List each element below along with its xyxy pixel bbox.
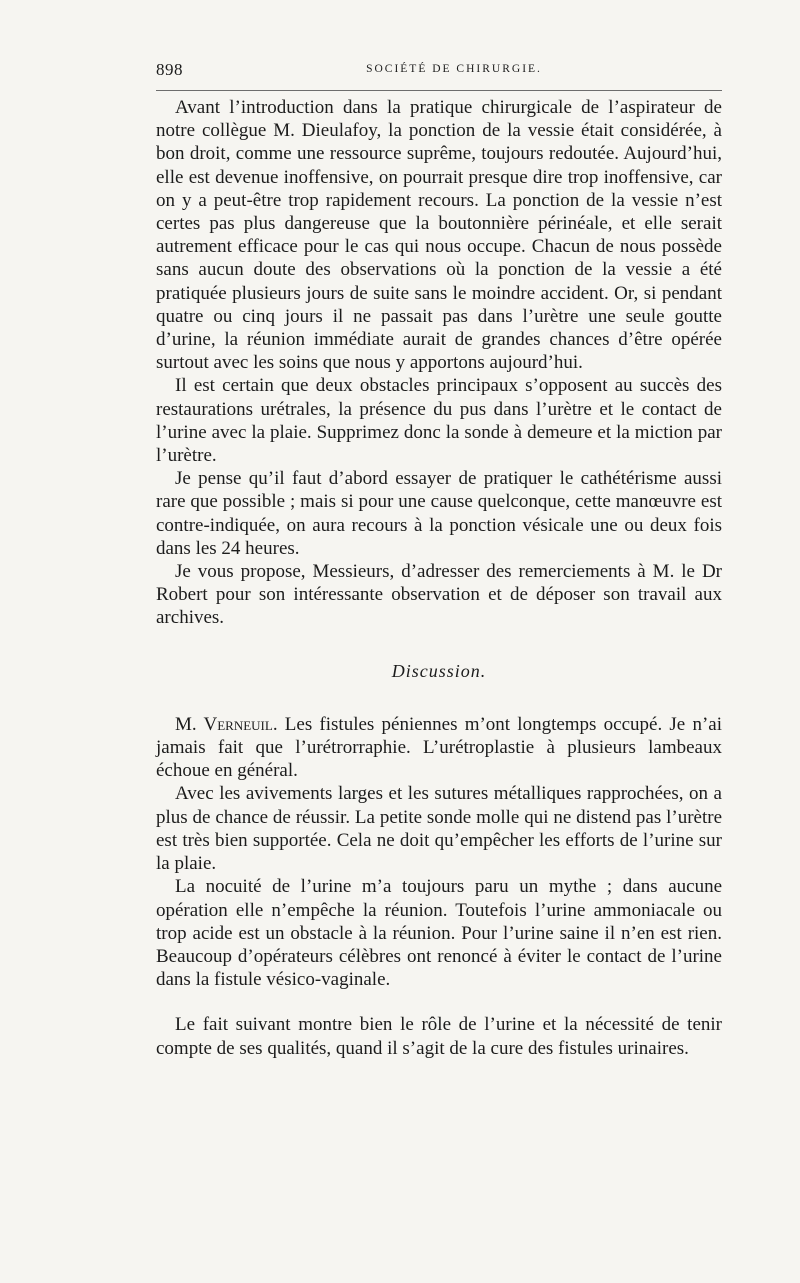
paragraph-catheterisme: Je pense qu’il faut d’abord essayer de pratiquer le cathétérisme aussi rare que possible ; mais si pour une cause quelconque, cette manœuvre est contre-indiquée, on aura recours à la ponction vésicale une ou deux fois dans les 24 heures.	[156, 468, 722, 559]
discussion-heading: Discussion.	[391, 660, 487, 681]
paragraph-closing: Le fait suivant montre bien le rôle de l’urine et la nécessité de tenir compte de ses qualités, quand il s’agit de la cure des fistules urinaires.	[156, 1014, 722, 1059]
paragraph-verneuil-3: La nocuité de l’urine m’a toujours paru un mythe ; dans aucune opération elle n’empêche la réunion. Toutefois l’urine ammoniacale ou trop acide est un obstacle à la réunion. Pour l’urine saine il n’en est rien. Beaucoup d’opérateurs célèbres ont renoncé à éviter le contact de l’urine dans la fistule vésico-vaginale.	[156, 876, 722, 991]
running-head: SOCIÉTÉ DE CHIRURGIE.	[366, 63, 542, 75]
paragraph-obstacles: Il est certain que deux obstacles principaux s’opposent au succès des restaurations urétrales, la présence du pus dans l’urètre et le contact de l’urine avec la plaie. Supprimez donc la sonde à demeure et la miction par l’urètre.	[156, 375, 722, 467]
paragraph-verneuil-1	[156, 713, 722, 783]
body-text	[156, 96, 722, 1060]
page-number: 898	[156, 60, 183, 79]
header-rule	[156, 90, 722, 91]
paragraph-remerciements: Je vous propose, Messieurs, d’adresser des remerciements à M. le Dr Robert pour son intéressante observation et de déposer son travail aux archives.	[156, 561, 722, 629]
speaker-name: M. Verneuil.	[175, 713, 278, 735]
paragraph-verneuil-2: Avec les avivements larges et les sutures métalliques rapprochées, on a plus de chance de réussir. La petite sonde molle qui ne distend pas l’urètre est très bien supportée. Cela ne doit qu’empêcher les efforts de l’urine sur la plaie.	[156, 783, 722, 875]
page-header	[156, 58, 722, 84]
paragraph-aspirateur: Avant l’introduction dans la pratique chirurgicale de l’aspirateur de notre collègue M. Dieulafoy, la ponction de la vessie était considérée, à bon droit, comme une ressource suprême, toujours redoutée. Aujourd’hui, elle est devenue inoffensive, on pourrait presque dire trop inoffensive, car on y a peut-être trop rapidement recours. La ponction de la vessie n’est certes pas plus dangereuse que la boutonnière périnéale, et elle serait autrement efficace pour le cas qui nous occupe. Chacun de nous possède sans aucun doute des observations où la ponction de la vessie a été pratiquée plusieurs jours de suite sans le moindre accident. Or, si pendant quatre ou cinq jours il ne passait pas dans l’urètre une seule goutte d’urine, la réunion immédiate aurait de grandes chances d’être opérée surtout avec les soins que nous y apportons aujourd’hui.	[156, 97, 722, 374]
paragraph-gap	[156, 991, 722, 1013]
verneuil-1-text: Les fistules péniennes m’ont longtemps occupé. Je n’ai jamais fait que l’urétrorraphie. L’urétroplastie à plusieurs lambeaux échoue en général.	[156, 713, 722, 782]
